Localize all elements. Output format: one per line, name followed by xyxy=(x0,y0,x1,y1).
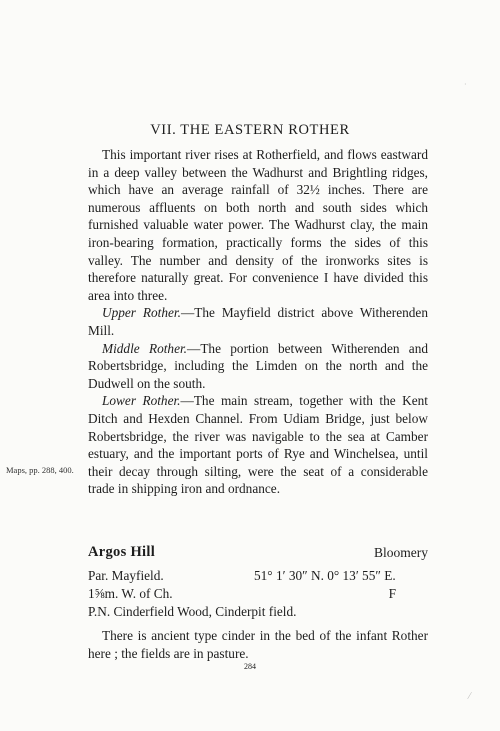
division-upper-text: —The Mayfield district above Witherenden Mill. xyxy=(88,305,428,338)
margin-note: Maps, pp. 288, 400. xyxy=(6,465,74,475)
entry-place-names-line xyxy=(88,604,428,622)
entry-flag: F xyxy=(388,586,396,601)
division-middle-text: —The portion between Witherenden and Robertsbridge, including the Limden on the north and the Dudwell on the south. xyxy=(88,340,428,391)
entry-parish: Par. Mayfield. xyxy=(88,568,164,583)
division-upper-name: Upper Rother. xyxy=(102,305,181,321)
margin-mark: · xyxy=(464,80,467,89)
chapter-title: VII. THE EASTERN ROTHER xyxy=(150,122,350,138)
division-upper xyxy=(88,304,428,339)
chapter-body xyxy=(88,146,428,498)
entry-type: Bloomery xyxy=(374,545,428,560)
entry-place-names: P.N. Cinderfield Wood, Cinderpit field. xyxy=(88,604,297,619)
margin-tick-mark: / xyxy=(466,689,473,703)
entry-parish-line xyxy=(88,568,428,586)
division-middle xyxy=(88,340,428,393)
entry-coords: 51° 1′ 30″ N. 0° 13′ 55″ E. xyxy=(254,568,396,583)
entry-description-text: There is ancient type cinder in the bed of the infant Rother here ; the fields are in pasture. xyxy=(88,628,428,661)
entry-description xyxy=(88,627,428,662)
intro-paragraph: This important river rises at Rotherfield, and flows eastward in a deep valley between the Wadhurst and Brightling ridges, which have an average rainfall of 32½ inches. There are numerous affluents on both north and south sides which furnished valuable water power. The Wadhurst clay, the main iron-bearing formation, practically forms the sides of this valley. The number and density of the ironworks sites is therefore naturally great. For convenience I have divided this area into three. xyxy=(88,147,428,303)
division-lower-text: —The main stream, together with the Kent Ditch and Hexden Channel. From Udiam Bridge, just below Robertsbridge, the river was navigable to the sea at Camber estuary, and the important ports of Rye and Winchelsea, until their decay through silting, were the seat of a considerable trade in shipping iron and ordnance. xyxy=(88,393,428,497)
entry-name: Argos Hill xyxy=(88,544,156,560)
entry-distance-line xyxy=(88,586,428,604)
division-middle-name: Middle Rother. xyxy=(102,340,188,356)
division-lower xyxy=(88,392,428,498)
page-number: 284 xyxy=(244,662,256,671)
entry-distance: 1⅝m. W. of Ch. xyxy=(88,586,173,601)
division-lower-name: Lower Rother. xyxy=(102,393,181,409)
